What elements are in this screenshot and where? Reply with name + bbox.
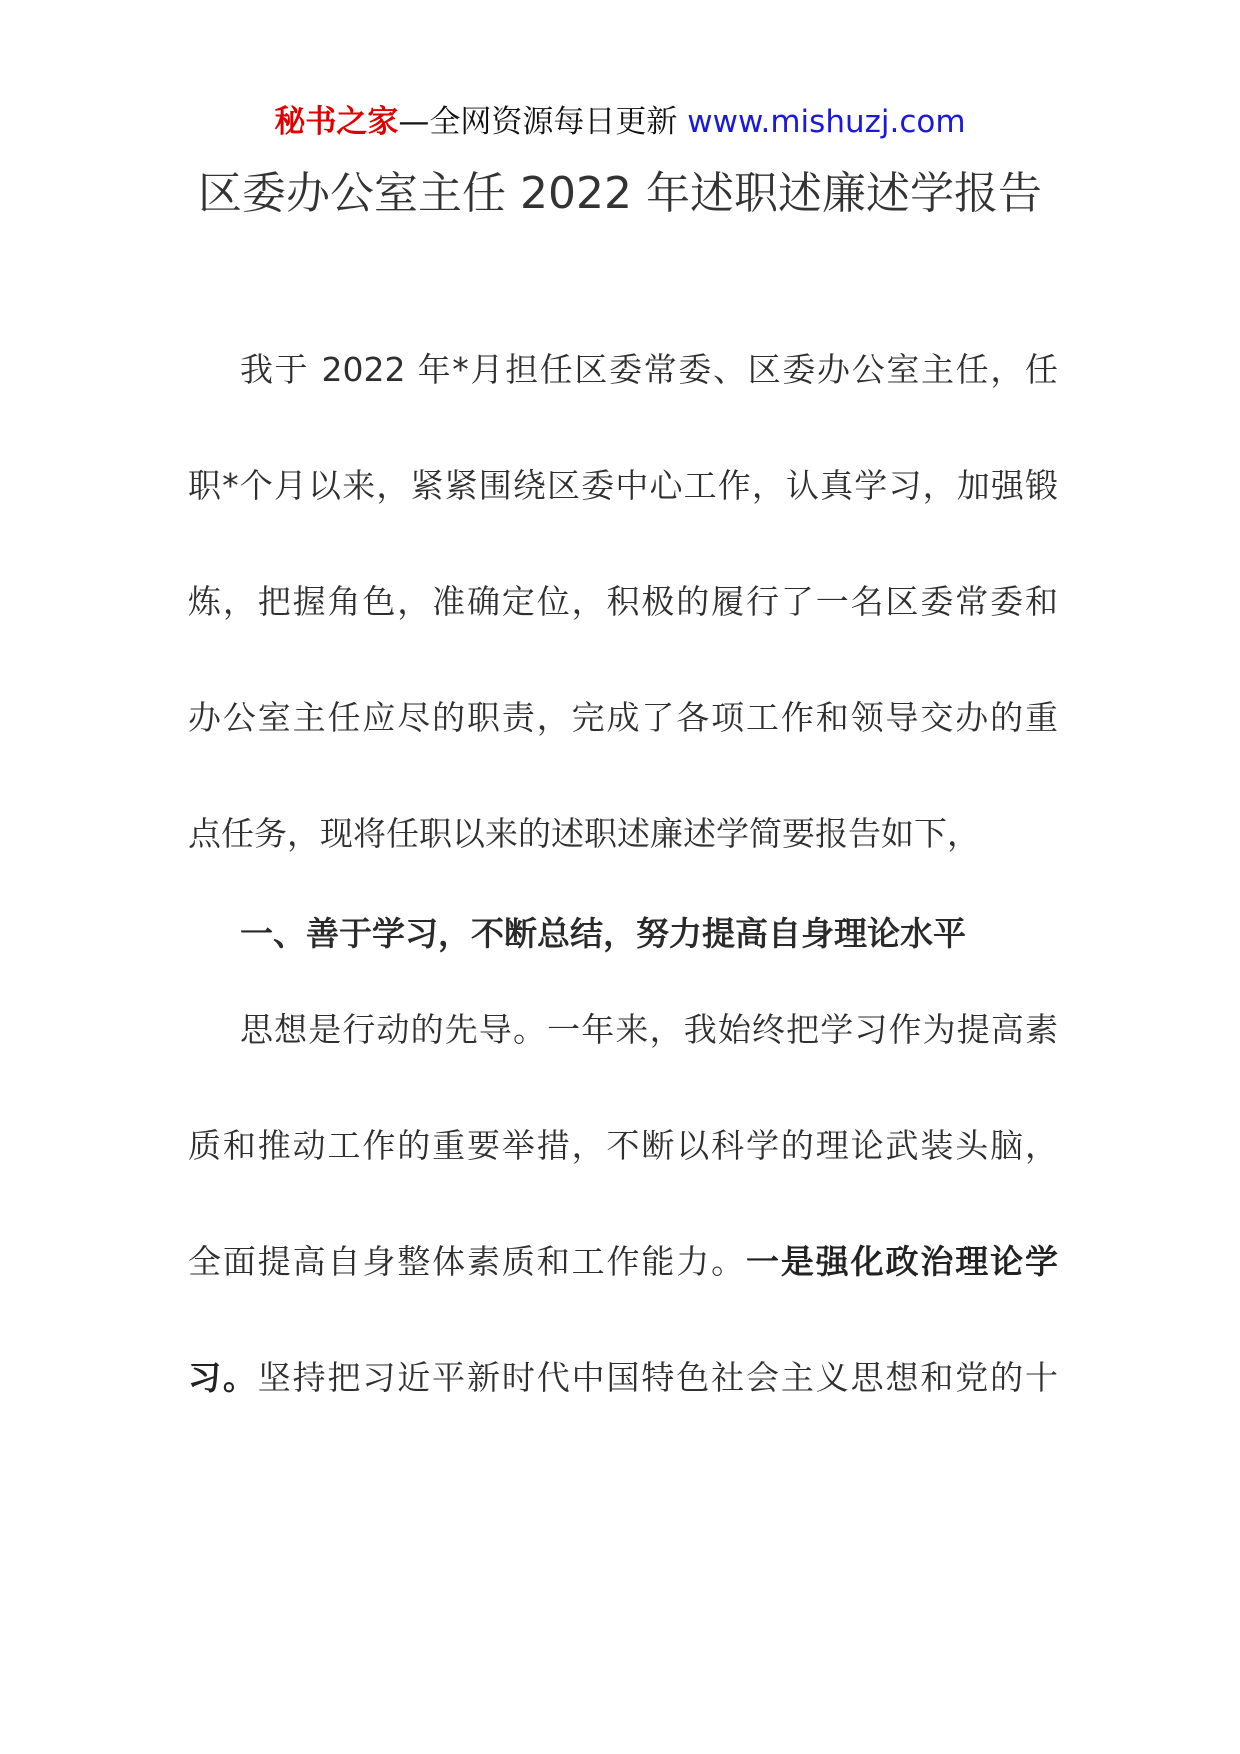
header-tagline: —全网资源每日更新 [398, 104, 678, 140]
paragraph-line: 办公室主任应尽的职责，完成了各项工作和领导交办的重 [188, 698, 1058, 737]
paragraph-line: 质和推动工作的重要举措，不断以科学的理论武装头脑， [188, 1126, 1058, 1165]
brand-name: 秘书之家 [274, 104, 399, 140]
section-heading: 一、善于学习，不断总结，努力提高自身理论水平 [240, 914, 966, 953]
document-title: 区委办公室主任 2022 年述职述廉述学报告 [198, 168, 1042, 219]
line-text: 坚持把习近平新时代中国特色社会主义思想和党的十 [257, 1358, 1058, 1397]
paragraph-line: 炼，把握角色，准确定位，积极的履行了一名区委常委和 [188, 582, 1058, 621]
subpoint-heading: 一是强化政治理论学 [746, 1242, 1058, 1281]
paragraph-line [188, 1354, 1058, 1402]
paragraph-line: 职*个月以来，紧紧围绕区委中心工作，认真学习，加强锻 [188, 466, 1058, 505]
site-url-link[interactable]: www.mishuzj.com [687, 104, 966, 140]
subpoint-heading-end: 习。 [188, 1358, 258, 1397]
site-header [0, 100, 1240, 144]
paragraph-line [188, 1238, 1058, 1286]
line-text: 全面提高自身整体素质和工作能力。 [188, 1242, 746, 1281]
paragraph-line: 思想是行动的先导。一年来，我始终把学习作为提高素 [240, 1010, 1058, 1049]
paragraph-line: 我于 2022 年*月担任区委常委、区委办公室主任，任 [240, 350, 1058, 389]
paragraph-line: 点任务，现将任职以来的述职述廉述学简要报告如下， [188, 814, 980, 853]
